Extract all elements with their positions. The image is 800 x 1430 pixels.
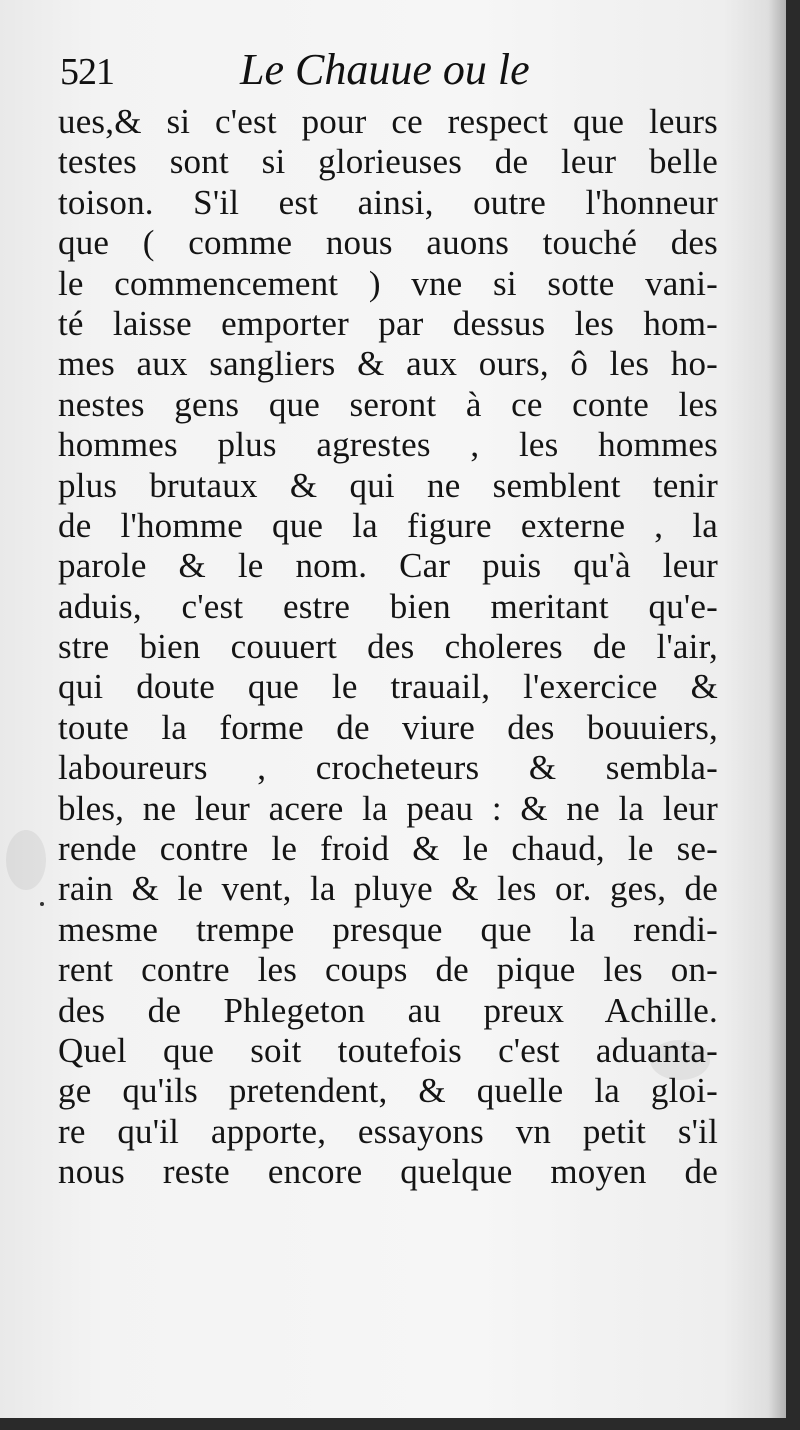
text-line: testes sont si glorieuses de leur belle — [58, 142, 718, 182]
text-line: bles, ne leur acere la peau : & ne la leur — [58, 788, 718, 828]
text-line: des de Phlegeton au preux Achille. — [58, 990, 718, 1030]
text-line: té laisse emporter par dessus les hom- — [58, 303, 718, 343]
text-line: rende contre le froid & le chaud, le se- — [58, 829, 718, 869]
text-line: laboureurs , crocheteurs & sembla- — [58, 748, 718, 788]
text-line: stre bien couuert des choleres de l'air, — [58, 627, 718, 667]
text-line: hommes plus agrestes , les hommes — [58, 425, 718, 465]
text-line: rain & le vent, la pluye & les or. ges, de — [58, 869, 718, 909]
text-line: que ( comme nous auons touché des — [58, 223, 718, 263]
text-line: mes aux sangliers & aux ours, ô les ho- — [58, 344, 718, 384]
text-line: parole & le nom. Car puis qu'à leur — [58, 546, 718, 586]
text-line: toison. S'il est ainsi, outre l'honneur — [58, 182, 718, 222]
paper-stain — [6, 830, 46, 890]
text-line: ge qu'ils pretendent, & quelle la gloi- — [58, 1071, 718, 1111]
text-line: Quel que soit toutefois c'est aduanta- — [58, 1030, 718, 1070]
text-line: de l'homme que la figure externe , la — [58, 505, 718, 545]
text-line: aduis, c'est estre bien meritant qu'e- — [58, 586, 718, 626]
page-number: 521 — [60, 51, 114, 93]
text-line: qui doute que le trauail, l'exercice & — [58, 667, 718, 707]
text-line: le commencement ) vne si sotte vani- — [58, 263, 718, 303]
text-line: nestes gens que seront à ce conte les — [58, 384, 718, 424]
ink-speck — [40, 902, 44, 906]
text-line: nous reste encore quelque moyen de — [58, 1152, 718, 1192]
text-line: rent contre les coups de pique les on- — [58, 950, 718, 990]
text-line: mesme trempe presque que la rendi- — [58, 909, 718, 949]
text-line: plus brutaux & qui ne semblent tenir — [58, 465, 718, 505]
text-line: toute la forme de viure des bouuiers, — [58, 707, 718, 747]
text-line: ues,& si c'est pour ce respect que leurs — [58, 102, 718, 141]
running-head: Le Chauue ou le — [240, 45, 530, 94]
body-text — [58, 102, 718, 1193]
page-header — [60, 40, 720, 104]
text-line: re qu'il apporte, essayons vn petit s'il — [58, 1111, 718, 1151]
